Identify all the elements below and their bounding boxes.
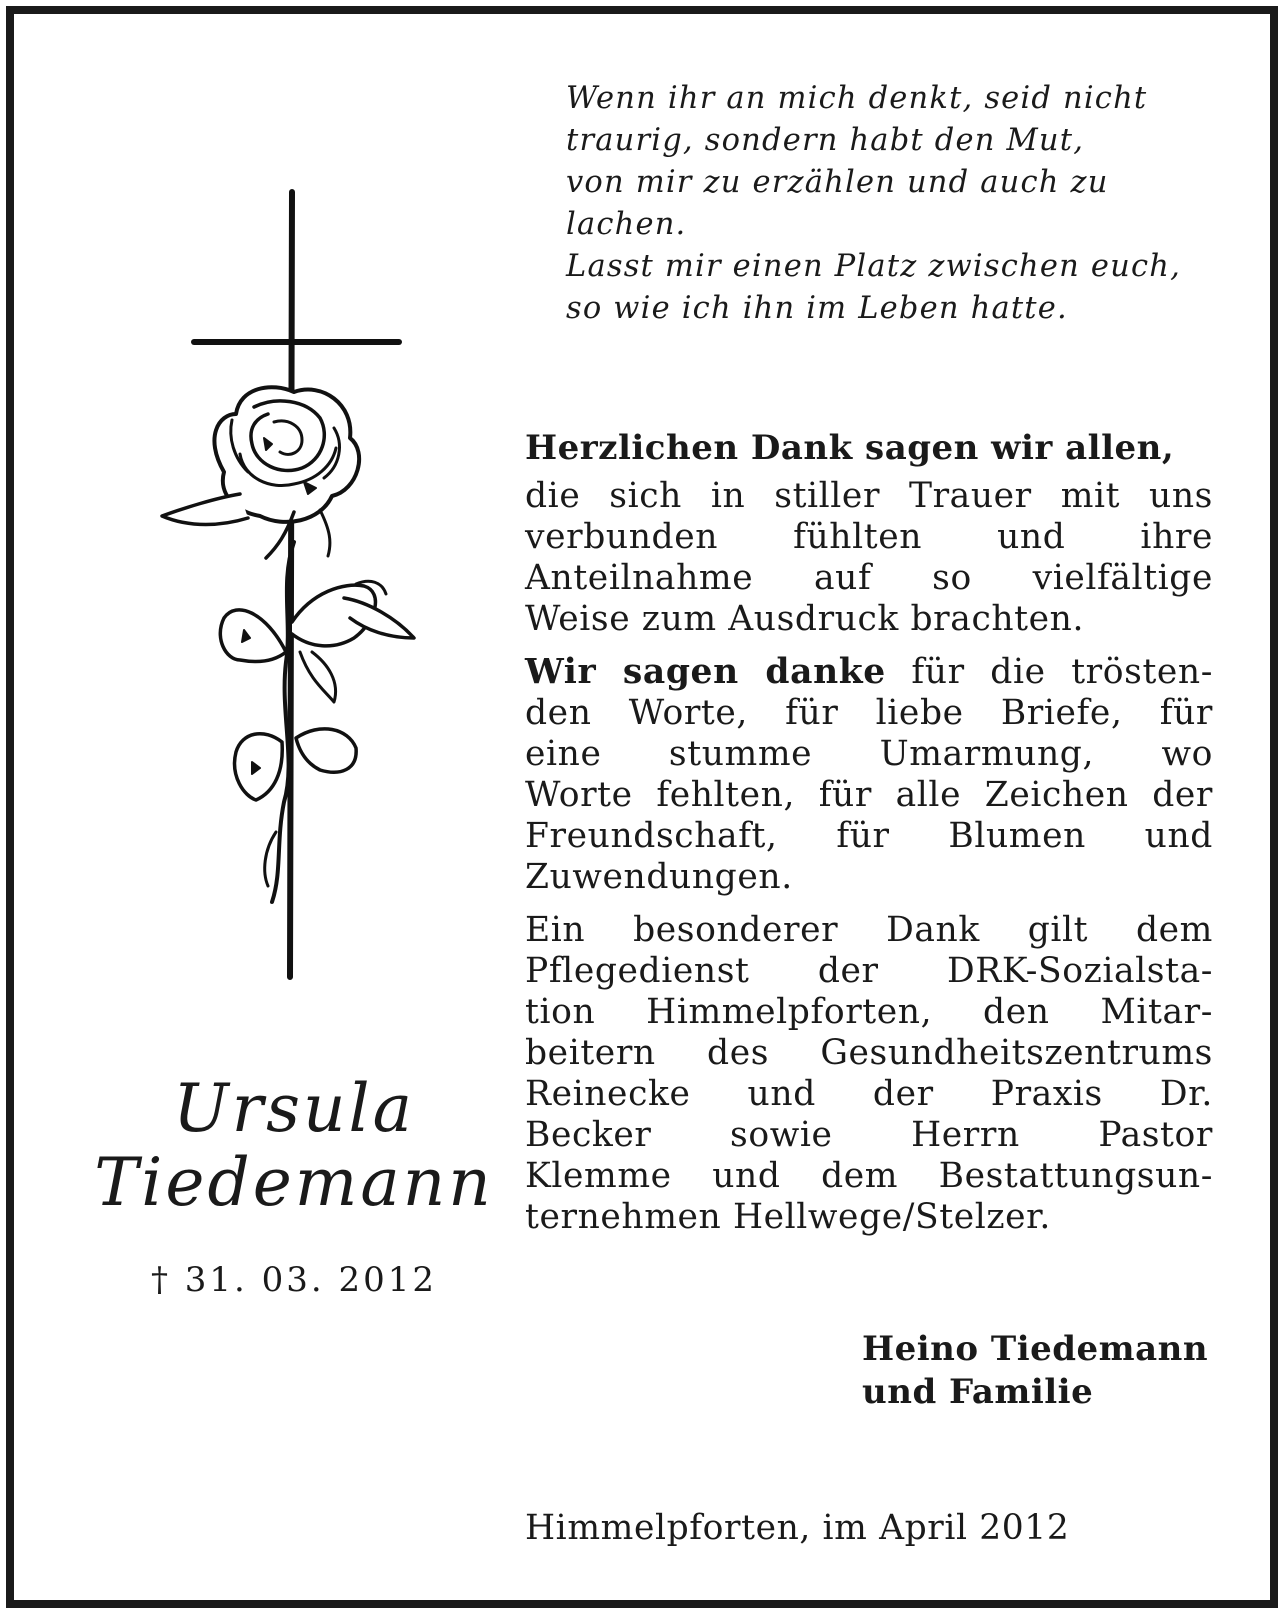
death-date: † 31. 03. 2012 [150,1260,438,1300]
poem-line: traurig, sondern habt den Mut, [566,123,1085,158]
deceased-first-name: Ursula [172,1070,415,1147]
place-and-date: Himmelpforten, im April 2012 [525,1508,1070,1548]
thanks-heading: Herzlichen Dank sagen wir allen, [525,428,1175,468]
text-line: Weise zum Ausdruck brachten. [525,599,1085,639]
signature-line: Heino Tiedemann [862,1329,1209,1369]
text-line: Pflegedienst der DRK-Sozialsta- [525,951,1213,991]
thanks-paragraph-1 [525,476,1213,640]
deceased-last-name: Tiedemann [94,1144,494,1221]
text-line [525,652,1213,693]
thanks-paragraph-3 [525,910,1213,1238]
cross-with-rose-icon [144,182,444,982]
text-line: die sich in stiller Trauer mit uns [525,476,1213,516]
signature-line: und Familie [862,1372,1094,1412]
poem [566,78,1226,330]
poem-line: Lasst mir einen Platz zwischen euch, [566,249,1181,284]
obituary-frame [6,6,1278,1608]
text-line: tion Himmelpforten, den Mitar- [525,992,1213,1032]
text-line: Klemme und dem Bestattungsun- [525,1156,1213,1196]
text-line: Freundschaft, für Blumen und [525,816,1213,856]
text-line: eine stumme Umarmung, wo [525,734,1213,774]
poem-line: so wie ich ihn im Leben hatte. [566,291,1068,326]
text-line: Zuwendungen. [525,857,793,897]
poem-line: lachen. [566,207,687,242]
poem-line: von mir zu erzählen und auch zu [566,165,1109,200]
text-line: den Worte, für liebe Briefe, für [525,693,1213,733]
poem-line: Wenn ihr an mich denkt, seid nicht [566,81,1148,116]
thanks-text [525,426,1213,1238]
signature [862,1328,1222,1414]
text-line: beitern des Gesundheitszentrums [525,1033,1213,1073]
text-fragment: für die trösten- [885,652,1214,692]
thanks-lead: Wir sagen danke [525,652,886,692]
thanks-paragraph-2 [525,652,1213,898]
deceased-name [74,1072,514,1220]
text-line: Worte fehlten, für alle Zeichen der [525,775,1213,815]
text-line: ternehmen Hellwege/Stelzer. [525,1197,1052,1237]
text-line: Ein besonderer Dank gilt dem [525,910,1213,950]
text-line: Anteilnahme auf so vielfältige [525,558,1213,598]
text-line: verbunden fühlten und ihre [525,517,1213,557]
text-line: Reinecke und der Praxis Dr. [525,1074,1213,1114]
text-line: Becker sowie Herrn Pastor [525,1115,1213,1155]
